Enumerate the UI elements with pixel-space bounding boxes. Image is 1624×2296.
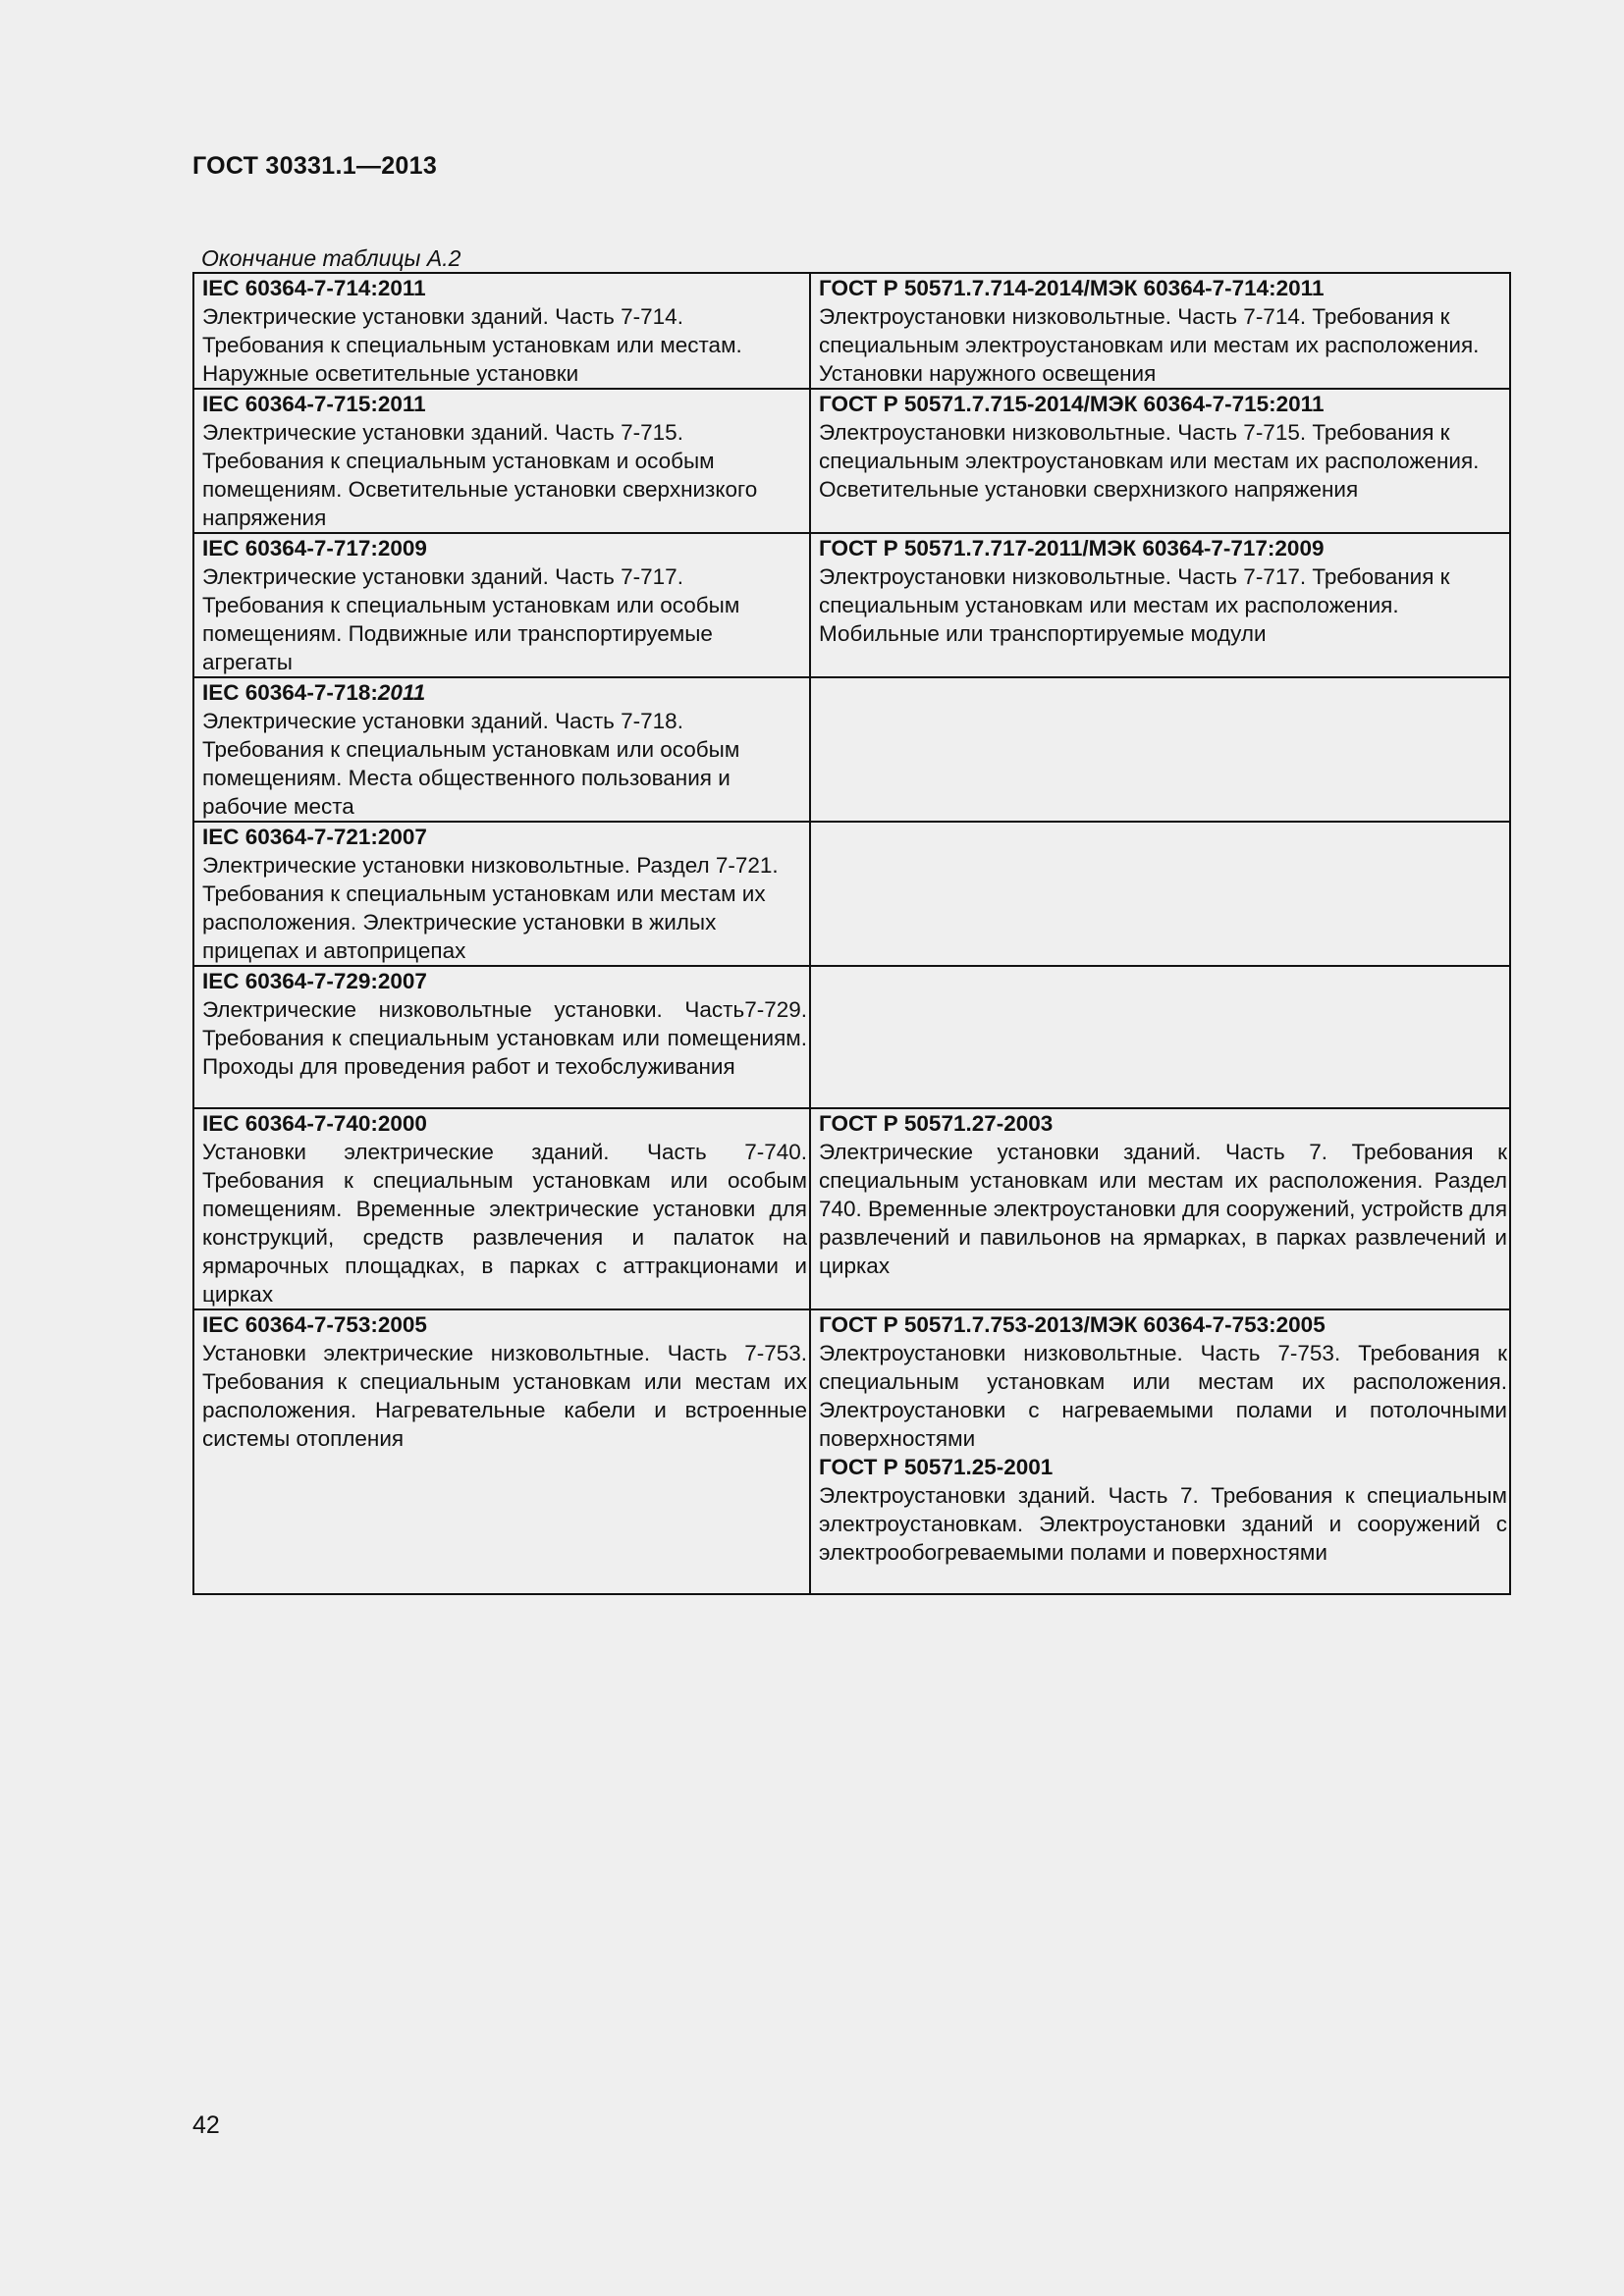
national-standard-cell — [810, 389, 1510, 533]
standard-description: Электроустановки низковольтные. Часть 7-717. Требования к специальным установкам или местам их расположения. Мобильные или транспортируемые модули — [819, 564, 1450, 646]
national-standard-cell — [810, 273, 1510, 389]
standard-code: ГОСТ Р 50571.7.717-2011/МЭК 60364-7-717:2009 — [819, 536, 1325, 561]
standards-correspondence-table — [192, 272, 1511, 1595]
national-standard-cell — [810, 1108, 1510, 1309]
standard-description-secondary: Электроустановки зданий. Часть 7. Требования к специальным электроустановкам. Электроустановки зданий и сооружений с электрообогреваемыми полами и поверхностями — [819, 1483, 1507, 1565]
standard-description: Электроустановки низковольтные. Часть 7-715. Требования к специальным электроустановкам или местам их расположения. Осветительные установки сверхнизкого напряжения — [819, 420, 1480, 502]
table-row — [193, 389, 1510, 533]
international-standard-cell — [193, 389, 810, 533]
international-standard-cell — [193, 966, 810, 1108]
national-standard-cell — [810, 1309, 1510, 1594]
table-row — [193, 533, 1510, 677]
international-standard-cell — [193, 1309, 810, 1594]
standard-code: ГОСТ Р 50571.7.715-2014/МЭК 60364-7-715:2011 — [819, 392, 1325, 416]
international-standard-cell — [193, 677, 810, 822]
standard-code: ГОСТ Р 50571.7.714-2014/МЭК 60364-7-714:2011 — [819, 276, 1325, 300]
document-header: ГОСТ 30331.1—2013 — [192, 152, 438, 180]
standard-code-year: 2011 — [377, 680, 426, 705]
standard-description: Электрические установки зданий. Часть 7-717. Требования к специальным установкам или особым помещениям. Подвижные или транспортируемые агрегаты — [202, 564, 740, 674]
standard-description: Электроустановки низковольтные. Часть 7-714. Требования к специальным электроустановкам или местам их расположения. Установки наружного освещения — [819, 304, 1480, 386]
standard-code: IEC 60364-7-740:2000 — [202, 1111, 427, 1136]
international-standard-cell — [193, 533, 810, 677]
standard-description: Электрические установки зданий. Часть 7-714. Требования к специальным установкам или местам. Наружные осветительные установки — [202, 304, 742, 386]
table-row — [193, 273, 1510, 389]
standard-description: Электрические низковольтные установки. Часть7-729. Требования к специальным установкам или помещениям. Проходы для проведения работ и техобслуживания — [202, 997, 807, 1079]
standard-code-number: IEC 60364-7-718: — [202, 680, 378, 705]
standard-description: Электрические установки низковольтные. Раздел 7-721. Требования к специальным установкам или местам их расположения. Электрические установки в жилых прицепах и автоприцепах — [202, 853, 779, 963]
standard-code: IEC 60364-7-721:2007 — [202, 825, 427, 849]
table-row — [193, 1108, 1510, 1309]
standard-code-secondary: ГОСТ Р 50571.25-2001 — [819, 1455, 1054, 1479]
national-standard-cell-empty — [810, 677, 1510, 822]
national-standard-cell-empty — [810, 966, 1510, 1108]
table-row — [193, 1309, 1510, 1594]
standard-code: IEC 60364-7-714:2011 — [202, 276, 426, 300]
standard-code: IEC 60364-7-715:2011 — [202, 392, 426, 416]
international-standard-cell — [193, 1108, 810, 1309]
standard-description: Электроустановки низковольтные. Часть 7-753. Требования к специальным установкам или местам их расположения. Электроустановки с нагреваемыми полами и потолочными поверхностями — [819, 1341, 1507, 1451]
standard-code: ГОСТ Р 50571.7.753-2013/МЭК 60364-7-753:2005 — [819, 1312, 1326, 1337]
international-standard-cell — [193, 822, 810, 966]
table-caption: Окончание таблицы А.2 — [201, 245, 461, 271]
table-row — [193, 822, 1510, 966]
standard-description: Установки электрические низковольтные. Часть 7-753. Требования к специальным установкам или местам их расположения. Нагревательные кабели и встроенные системы отопления — [202, 1341, 807, 1451]
standard-description: Электрические установки зданий. Часть 7-718. Требования к специальным установкам или особым помещениям. Места общественного пользования и рабочие места — [202, 709, 740, 819]
standard-code: ГОСТ Р 50571.27-2003 — [819, 1111, 1054, 1136]
standard-code — [202, 678, 807, 707]
standard-code: IEC 60364-7-717:2009 — [202, 536, 427, 561]
standard-description: Электрические установки зданий. Часть 7-715. Требования к специальным установкам и особым помещениям. Осветительные установки сверхнизкого напряжения — [202, 420, 758, 530]
standard-code: IEC 60364-7-729:2007 — [202, 969, 427, 993]
page-number: 42 — [192, 2111, 220, 2139]
standard-code: IEC 60364-7-753:2005 — [202, 1312, 427, 1337]
standard-description: Электрические установки зданий. Часть 7. Требования к специальным установкам или местам их расположения. Раздел 740. Временные электроустановки для сооружений, устройств для развлечений и павильонов на ярмарках, в парках развлечений и цирках — [819, 1140, 1507, 1278]
table-row — [193, 966, 1510, 1108]
standard-description: Установки электрические зданий. Часть 7-740. Требования к специальным установкам или особым помещениям. Временные электрические установки для конструкций, средств развлечения и палаток на ярмарочных площадках, в парках с аттракционами и цирках — [202, 1140, 807, 1307]
international-standard-cell — [193, 273, 810, 389]
national-standard-cell-empty — [810, 822, 1510, 966]
national-standard-cell — [810, 533, 1510, 677]
table-row — [193, 677, 1510, 822]
